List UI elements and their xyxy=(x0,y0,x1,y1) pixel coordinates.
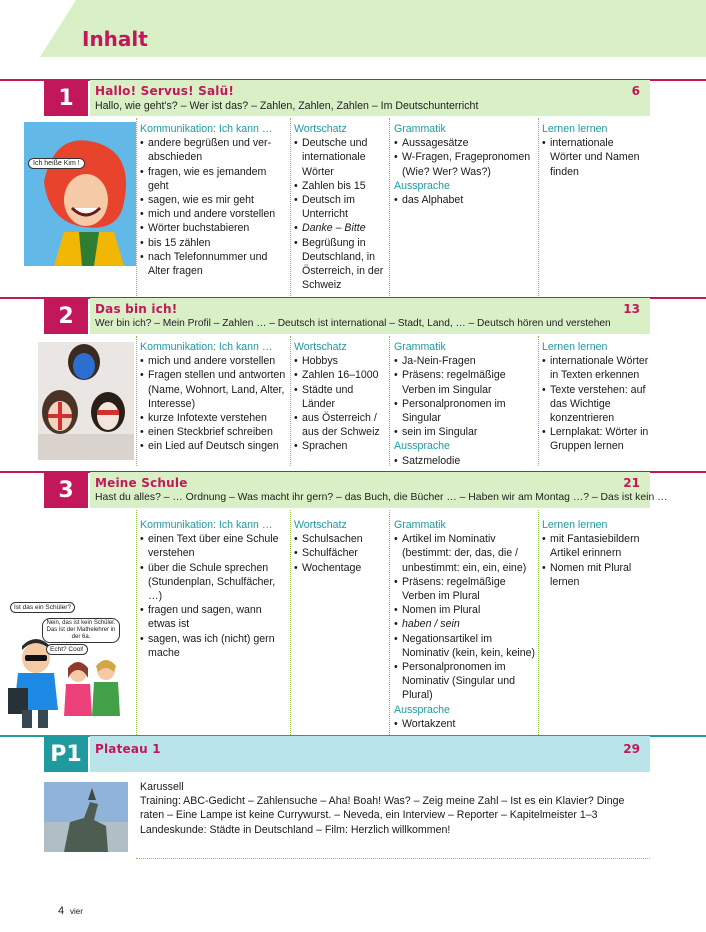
unit-2-learning xyxy=(542,340,650,454)
list-item: • einen Steckbrief schreiben xyxy=(140,425,288,439)
list-item: • Satzmelodie xyxy=(394,454,536,468)
divider xyxy=(389,336,390,466)
list-item: • Wörter buchstabieren xyxy=(140,221,288,235)
list-item: • aus Österreich / aus der Schweiz xyxy=(294,411,388,439)
divider xyxy=(136,510,137,735)
unit-2-number: 2 xyxy=(44,298,88,334)
list-item: • Wochentage xyxy=(294,561,388,575)
unit-1-subtitle: Hallo, wie geht's? – Wer ist das? – Zahlen, Zahlen, Zahlen – Im Deutschunterricht xyxy=(95,100,479,112)
plateau-line: Training: ABC-Gedicht – Zahlensuche – Aha! Boah! Was? – Zeig meine Zahl – Ist es ein Klavier? Dinge raten – Eine Lampe ist keine Currywurst. – Neveda, ein Interview – Reporter – Kapitelmeister 1–3 xyxy=(140,795,625,822)
list-item: • andere begrüßen und verabschieden xyxy=(140,136,288,164)
list-item: • Deutsche und internationale Wörter xyxy=(294,136,388,179)
page-title: Inhalt xyxy=(82,27,148,51)
unit-2-vocabulary xyxy=(294,340,388,454)
column-heading: Wortschatz xyxy=(294,123,347,135)
unit-1-grammar xyxy=(394,122,536,207)
list-item: • Negationsartikel im Nominativ (kein, kein, keine) xyxy=(394,632,536,660)
list-item: • W-Fragen, Fragepronomen (Wie? Wer? Was?) xyxy=(394,150,536,178)
column-heading: Lernen lernen xyxy=(542,123,608,135)
page-word: vier xyxy=(70,907,83,916)
unit-3-speech-bubble: Ist das ein Schüler? xyxy=(10,602,75,613)
plateau-line: Landeskunde: Städte in Deutschland – Film: Herzlich willkommen! xyxy=(140,823,451,836)
unit-1-comic-picture xyxy=(24,122,136,266)
list-item: • das Alphabet xyxy=(394,193,536,207)
list-item: • internationale Wörter in Texten erkennen xyxy=(542,354,650,382)
column-heading: Wortschatz xyxy=(294,519,347,531)
list-item: • Lernplakat: Wörter in Gruppen lernen xyxy=(542,425,650,453)
list-item: • mit Fantasiebildern Artikel erinnern xyxy=(542,532,648,560)
list-item: • haben / sein xyxy=(394,617,536,631)
divider xyxy=(538,118,539,296)
list-item: • Nomen im Plural xyxy=(394,603,536,617)
column-heading: Grammatik xyxy=(394,123,446,135)
unit-1-title[interactable]: Hallo! Servus! Salü! xyxy=(95,84,234,98)
divider xyxy=(538,510,539,735)
unit-3-grammar xyxy=(394,518,536,731)
column-heading: Aussprache xyxy=(394,440,450,453)
list-item: • Sprachen xyxy=(294,439,388,453)
list-item: • Zahlen bis 15 xyxy=(294,179,388,193)
list-item: • Hobbys xyxy=(294,354,388,368)
list-item: • bis 15 zählen xyxy=(140,236,288,250)
divider xyxy=(290,510,291,735)
plateau-photo-statue xyxy=(44,782,128,852)
divider xyxy=(136,118,137,296)
list-item: • Präsens: regelmäßige Verben im Plural xyxy=(394,575,536,603)
unit-3-title[interactable]: Meine Schule xyxy=(95,476,188,490)
list-item: • mich und andere vorstellen xyxy=(140,207,288,221)
unit-3-learning xyxy=(542,518,648,589)
unit-3-comic-picture xyxy=(8,598,136,728)
page-number: 4 xyxy=(58,905,65,917)
column-heading: Wortschatz xyxy=(294,341,347,353)
unit-3-speech-bubble: Echt? Cool! xyxy=(46,644,88,655)
list-item: • Aussagesätze xyxy=(394,136,536,150)
list-item: • fragen, wie es jemandem geht xyxy=(140,165,288,193)
unit-1-speech-bubble: Ich heiße Kim ! xyxy=(28,158,85,169)
unit-1-vocabulary xyxy=(294,122,388,292)
unit-2-photo-fans xyxy=(38,342,134,460)
list-item: • sagen, wie es mir geht xyxy=(140,193,288,207)
list-item: • Wortakzent xyxy=(394,717,536,731)
unit-3-number: 3 xyxy=(44,472,88,508)
plateau-bar xyxy=(90,736,650,772)
unit-2-communication xyxy=(140,340,288,454)
list-item: • Fragen stellen und antworten (Name, Wohnort, Land, Alter, Interesse) xyxy=(140,368,288,411)
list-item: • Personalpronomen im Singular xyxy=(394,397,536,425)
list-item: • Begrüßung in Deutschland, in Österreich, in der Schweiz xyxy=(294,236,388,293)
unit-1-communication xyxy=(140,122,288,278)
list-item: • über die Schule sprechen (Stundenplan, Schulfächer, …) xyxy=(140,561,288,604)
unit-1-number: 1 xyxy=(44,80,88,116)
unit-3-vocabulary xyxy=(294,518,388,575)
list-item: • nach Telefonnummer und Alter fragen xyxy=(140,250,288,278)
list-item: • Schulsachen xyxy=(294,532,388,546)
list-item: • Deutsch im Unterricht xyxy=(294,193,388,221)
divider xyxy=(136,336,137,466)
divider xyxy=(389,510,390,735)
unit-2-title[interactable]: Das bin ich! xyxy=(95,302,178,316)
column-heading: Kommunikation: Ich kann … xyxy=(140,341,273,353)
list-item: • Nomen mit Plural lernen xyxy=(542,561,648,589)
list-item: • Danke – Bitte xyxy=(294,221,388,235)
column-heading: Kommunikation: Ich kann … xyxy=(140,519,273,531)
unit-2-subtitle: Wer bin ich? – Mein Profil – Zahlen … – Deutsch ist international – Stadt, Land, … – Deutsch hören und verstehen xyxy=(95,318,611,329)
list-item: • Städte und Länder xyxy=(294,383,388,411)
list-item: • ein Lied auf Deutsch singen xyxy=(140,439,288,453)
unit-3-page[interactable]: 21 xyxy=(623,476,640,490)
column-heading: Lernen lernen xyxy=(542,519,608,531)
divider xyxy=(389,118,390,296)
unit-3-speech-bubble: Nein, das ist kein Schüler. Das ist der Mathelehrer in der 6a. xyxy=(42,618,120,643)
unit-3-communication xyxy=(140,518,288,660)
column-heading: Lernen lernen xyxy=(542,341,608,353)
column-heading: Grammatik xyxy=(394,341,446,353)
divider xyxy=(290,118,291,296)
list-item: • Schulfächer xyxy=(294,546,388,560)
unit-2-page[interactable]: 13 xyxy=(623,302,640,316)
unit-1-learning xyxy=(542,122,648,179)
plateau-line: Karussell xyxy=(140,781,184,793)
plateau-page[interactable]: 29 xyxy=(623,742,640,756)
plateau-title[interactable]: Plateau 1 xyxy=(95,742,161,756)
list-item: • Zahlen 16–1000 xyxy=(294,368,388,382)
list-item: • mich und andere vorstellen xyxy=(140,354,288,368)
list-item: • Texte verstehen: auf das Wichtige konzentrieren xyxy=(542,383,650,426)
unit-2-grammar xyxy=(394,340,536,468)
plateau-number: P1 xyxy=(44,736,88,772)
column-heading: Aussprache xyxy=(394,179,450,192)
unit-1-page[interactable]: 6 xyxy=(631,84,640,98)
column-heading: Aussprache xyxy=(394,703,450,716)
list-item: • Artikel im Nominativ (bestimmt: der, das, die / unbestimmt: ein, ein, eine) xyxy=(394,532,536,575)
list-item: • fragen und sagen, wann etwas ist xyxy=(140,603,288,631)
list-item: • einen Text über eine Schule verstehen xyxy=(140,532,288,560)
list-item: • Präsens: regelmäßige Verben im Singular xyxy=(394,368,536,396)
list-item: • sein im Singular xyxy=(394,425,536,439)
unit-3-subtitle: Hast du alles? – … Ordnung – Was macht ihr gern? – das Buch, die Bücher … – Haben wir am Montag …? – Das ist kein … xyxy=(95,492,668,503)
list-item: • Personalpronomen im Nominativ (Singular und Plural) xyxy=(394,660,536,703)
divider xyxy=(538,336,539,466)
list-item: • internationale Wörter und Namen finden xyxy=(542,136,648,179)
plateau-text xyxy=(140,780,640,837)
list-item: • kurze Infotexte verstehen xyxy=(140,411,288,425)
list-item: • Ja-Nein-Fragen xyxy=(394,354,536,368)
divider xyxy=(136,858,650,859)
column-heading: Grammatik xyxy=(394,519,446,531)
list-item: • sagen, was ich (nicht) gern mache xyxy=(140,632,288,660)
divider xyxy=(290,336,291,466)
column-heading: Kommunikation: Ich kann … xyxy=(140,123,273,135)
